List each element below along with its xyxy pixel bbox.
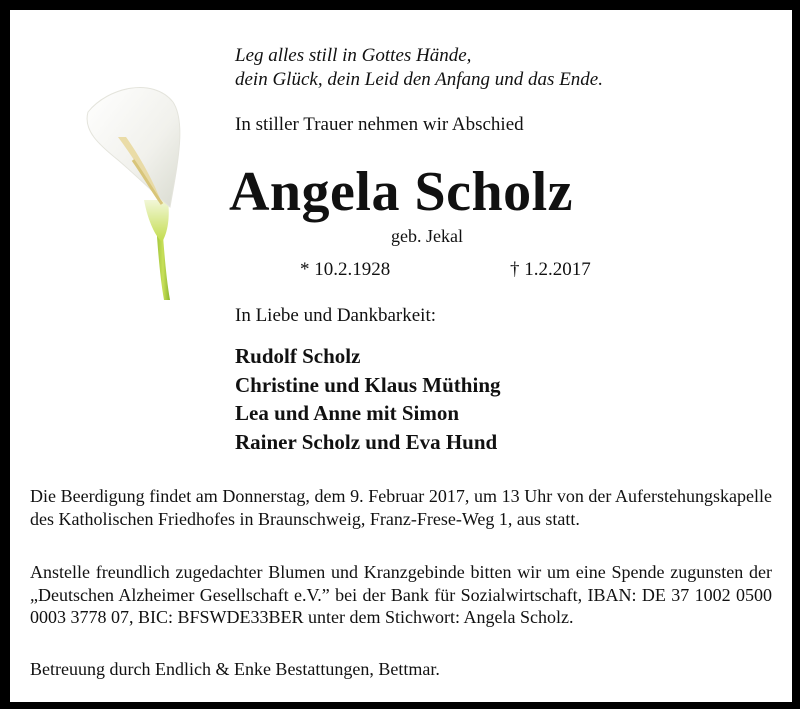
mourner-name: Lea und Anne mit Simon [235, 401, 460, 425]
birth-date: * 10.2.1928 [300, 259, 391, 280]
deceased-name: Angela Scholz [228, 161, 574, 223]
mourner-name: Rainer Scholz und Eva Hund [235, 429, 498, 454]
mourner-name: Christine und Klaus Müthing [235, 372, 501, 397]
death-date: † 1.2.2017 [510, 259, 591, 280]
gratitude-line: In Liebe und Dankbarkeit: [235, 305, 437, 326]
obituary-notice [10, 10, 792, 702]
donation-info: Anstelle freundlich zugedachter Blumen und Kranzgebinde bitten wir um eine Spende zugunsten der „Deutschen Alzheimer Gesellschaft e.V.” bei der Bank für Sozialwirtschaft, IBAN: DE 37 1002 0500 0003 3778 07, BIC: BFSWDE33BER unter dem Stichwort: Angela Scholz. [30, 562, 772, 627]
verse-line: dein Glück, dein Leid den Anfang und das Ende. [235, 69, 603, 90]
funeral-info: Die Beerdigung findet am Donnerstag, dem 9. Februar 2017, um 13 Uhr von der Auferstehungskapelle des Katholischen Friedhofes in Braunschweig, Franz-Frese-Weg 1, aus statt. [30, 486, 772, 529]
mourner-name: Rudolf Scholz [235, 344, 361, 368]
verse-line: Leg alles still in Gottes Hände, [235, 45, 472, 66]
intro-line: In stiller Trauer nehmen wir Abschied [235, 114, 524, 135]
verse [235, 44, 603, 92]
maiden-name: geb. Jekal [391, 226, 463, 246]
mourners-list [235, 342, 501, 456]
care-info: Betreuung durch Endlich & Enke Bestattungen, Bettmar. [30, 659, 440, 679]
